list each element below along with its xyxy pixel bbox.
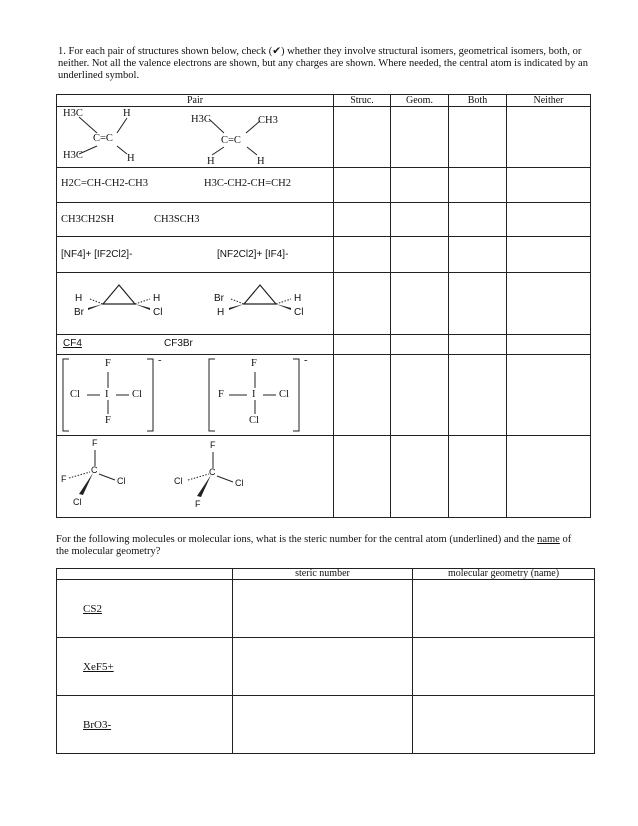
tc-a-right: Cl <box>117 476 126 486</box>
check-both-1[interactable] <box>449 107 507 168</box>
i-a-bottom: F <box>105 415 111 426</box>
label-h3c-tl-b: H3C <box>191 114 211 125</box>
check-neither-8[interactable] <box>507 436 591 518</box>
cyclopropane-drawings <box>57 273 334 335</box>
answer-geometry-3[interactable] <box>413 696 595 754</box>
answer-steric-1[interactable] <box>233 580 413 638</box>
iodine-brackets <box>57 355 334 436</box>
check-struc-1[interactable] <box>334 107 391 168</box>
label-cc-b: C=C <box>221 135 241 146</box>
i-b-bottom: Cl <box>249 415 259 426</box>
answer-geometry-2[interactable] <box>413 638 595 696</box>
cp-a-ll: Br <box>74 307 84 318</box>
formula-cs2: CS2 <box>83 602 102 615</box>
table-row <box>57 436 591 518</box>
check-neither-5[interactable] <box>507 273 591 335</box>
table-row <box>57 107 591 168</box>
header-geom: Geom. <box>391 95 449 107</box>
pair-cell-2 <box>57 168 334 203</box>
header-steric: steric number <box>233 569 413 580</box>
i-a-center: I <box>105 389 109 400</box>
pair-cell-8 <box>57 436 334 518</box>
question-2-part-1: For the following molecules or molecular ions, what is the steric number for the central atom (underlined) and the <box>56 534 538 545</box>
check-neither-3[interactable] <box>507 203 591 237</box>
label-h-bl-b: H <box>207 156 215 167</box>
check-both-4[interactable] <box>449 237 507 273</box>
label-h-br: H <box>127 153 135 164</box>
check-geom-1[interactable] <box>391 107 449 168</box>
answer-geometry-1[interactable] <box>413 580 595 638</box>
check-struc-5[interactable] <box>334 273 391 335</box>
tc-a-bottom: Cl <box>73 497 82 507</box>
check-geom-5[interactable] <box>391 273 449 335</box>
formula-xef5: XeF5+ <box>83 660 114 673</box>
question-2-part-2: of the molecular geometry? <box>56 534 572 557</box>
check-geom-7[interactable] <box>391 355 449 436</box>
question-1-text <box>58 46 593 82</box>
cp-b-ur: H <box>294 293 302 304</box>
i-a-charge: - <box>158 355 162 366</box>
check-both-8[interactable] <box>449 436 507 518</box>
label-h-br-b: H <box>257 156 265 167</box>
formula-bro3: BrO3- <box>83 718 112 731</box>
check-both-5[interactable] <box>449 273 507 335</box>
check-geom-3[interactable] <box>391 203 449 237</box>
cf3br: CF3Br <box>164 338 193 349</box>
table-row <box>57 335 591 355</box>
header-struc: Struc. <box>334 95 391 107</box>
table-row <box>57 355 591 436</box>
check-geom-8[interactable] <box>391 436 449 518</box>
check-struc-7[interactable] <box>334 355 391 436</box>
i-b-charge: - <box>304 355 308 366</box>
check-struc-3[interactable] <box>334 203 391 237</box>
table-row <box>57 580 595 638</box>
steric-table <box>56 568 595 754</box>
question-1-body: For each pair of structures shown below, check (✔) whether they involve structural isomers, geometrical isomers, both, or neither. Not all the valence electrons are shown, but any charges are shown. Where needed, the central atom is indicated by an underlined symbol. <box>58 46 588 81</box>
molecule-cs2 <box>57 580 233 638</box>
check-neither-1[interactable] <box>507 107 591 168</box>
butene-2: H3C-CH2-CH=CH2 <box>204 178 292 189</box>
butene-1: H2C=CH-CH2-CH3 <box>61 178 149 189</box>
table-row <box>57 168 591 203</box>
label-cc: C=C <box>93 133 113 144</box>
label-h3c-bl: H3C <box>63 150 83 161</box>
check-geom-6[interactable] <box>391 335 449 355</box>
check-geom-4[interactable] <box>391 237 449 273</box>
table-row <box>57 237 591 273</box>
answer-steric-3[interactable] <box>233 696 413 754</box>
i-a-top: F <box>105 358 111 369</box>
question-2-name-word: name <box>537 534 560 545</box>
answer-steric-2[interactable] <box>233 638 413 696</box>
cp-b-lr: Cl <box>294 307 304 318</box>
table-row <box>57 273 591 335</box>
cp-a-lr: Cl <box>153 307 163 318</box>
pair-cell-5 <box>57 273 334 335</box>
molecule-xef5 <box>57 638 233 696</box>
check-both-2[interactable] <box>449 168 507 203</box>
cp-a-ul: H <box>75 293 83 304</box>
check-struc-8[interactable] <box>334 436 391 518</box>
pair-cell-6 <box>57 335 334 355</box>
tc-a-c: C <box>91 465 98 475</box>
ethanethiol: CH3CH2SH <box>61 214 115 225</box>
salt-b: [NF2Cl2]+ [IF4]- <box>217 249 289 260</box>
header-blank <box>57 569 233 580</box>
i-b-center: I <box>252 389 256 400</box>
dimethyl-sulfide: CH3SCH3 <box>154 214 200 225</box>
check-geom-2[interactable] <box>391 168 449 203</box>
check-neither-2[interactable] <box>507 168 591 203</box>
tc-b-left: Cl <box>174 476 183 486</box>
table-row <box>57 638 595 696</box>
pair-cell-1 <box>57 107 334 168</box>
i-a-left: Cl <box>70 389 80 400</box>
tc-b-right: Cl <box>235 478 244 488</box>
check-neither-7[interactable] <box>507 355 591 436</box>
isomer-table <box>56 94 591 518</box>
i-b-right: Cl <box>279 389 289 400</box>
tc-b-c: C <box>209 467 216 477</box>
cf4: CF4 <box>63 338 82 349</box>
label-h-tr: H <box>123 108 131 119</box>
header-neither: Neither <box>507 95 591 107</box>
tc-b-top: F <box>210 440 216 450</box>
label-h3c-tl: H3C <box>63 108 83 119</box>
check-both-7[interactable] <box>449 355 507 436</box>
table-row <box>57 696 595 754</box>
i-b-left: F <box>218 389 224 400</box>
i-b-top: F <box>251 358 257 369</box>
header-both: Both <box>449 95 507 107</box>
tc-b-bottom: F <box>195 499 201 509</box>
cp-a-ur: H <box>153 293 161 304</box>
check-neither-4[interactable] <box>507 237 591 273</box>
header-geometry: molecular geometry (name) <box>413 569 595 580</box>
check-both-3[interactable] <box>449 203 507 237</box>
cp-b-ll: H <box>217 307 225 318</box>
check-both-6[interactable] <box>449 335 507 355</box>
i-a-right: Cl <box>132 389 142 400</box>
tc-a-left: F <box>61 474 67 484</box>
check-struc-2[interactable] <box>334 168 391 203</box>
table-row <box>57 203 591 237</box>
question-number: 1. <box>58 46 66 57</box>
molecule-bro3 <box>57 696 233 754</box>
header-pair: Pair <box>57 95 334 107</box>
check-neither-6[interactable] <box>507 335 591 355</box>
tc-a-top: F <box>92 438 98 448</box>
pair-cell-3 <box>57 203 334 237</box>
label-ch3-tr-b: CH3 <box>258 115 278 126</box>
cp-b-ul: Br <box>214 293 224 304</box>
salt-a: [NF4]+ [IF2Cl2]- <box>61 249 133 260</box>
check-struc-4[interactable] <box>334 237 391 273</box>
pair-cell-4 <box>57 237 334 273</box>
pair-cell-7 <box>57 355 334 436</box>
question-2-text <box>56 534 586 558</box>
check-struc-6[interactable] <box>334 335 391 355</box>
